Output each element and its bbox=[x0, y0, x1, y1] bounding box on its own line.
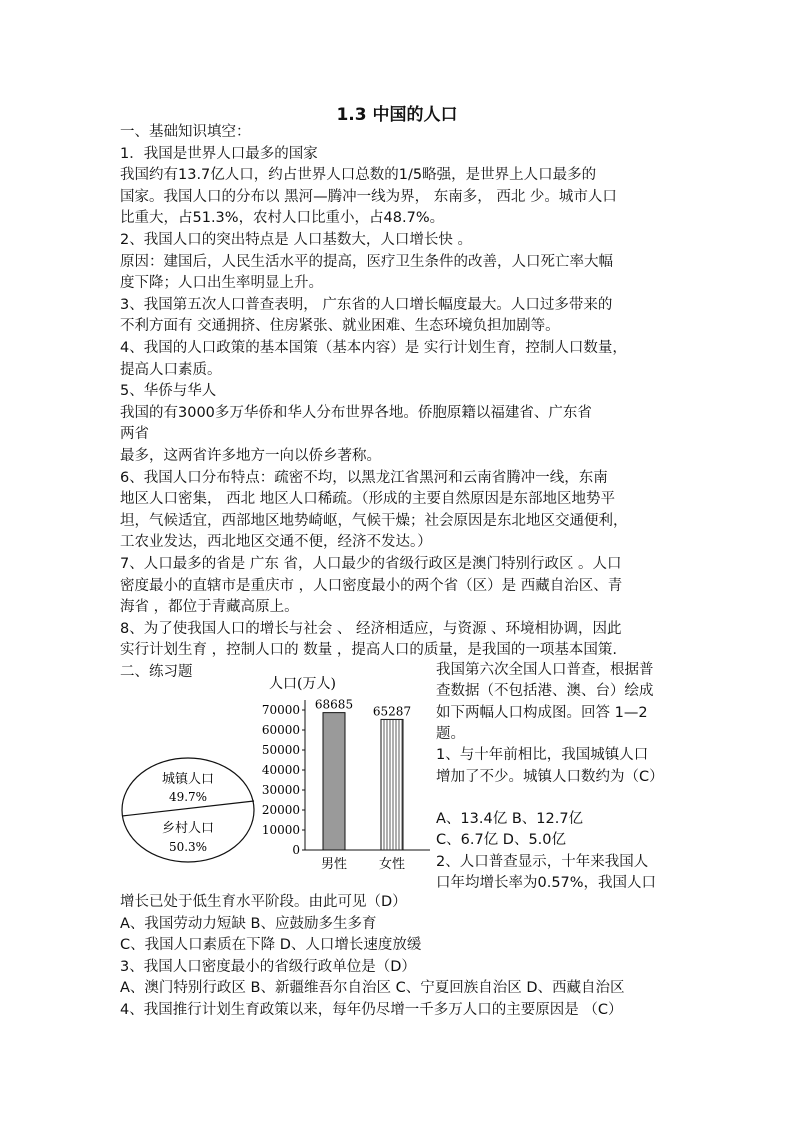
question-line: 查数据（不包括港、澳、台）绘成 bbox=[436, 683, 654, 700]
text-line: 两省 bbox=[120, 426, 149, 443]
exercise-line: 4、我国推行计划生育政策以来，每年仍尽增一千多万人口的主要原因是 （C） bbox=[120, 1002, 623, 1018]
pie-urban-label: 城镇人口 bbox=[161, 772, 215, 787]
question-line: 增加了不少。城镇人口数约为（C） bbox=[436, 768, 664, 785]
question-line: C、6.7亿 D、5.0亿 bbox=[436, 832, 567, 849]
pie-urban-value: 49.7% bbox=[168, 790, 208, 804]
y-tick-label: 60000 bbox=[261, 723, 300, 737]
pie-rural-label: 乡村人口 bbox=[161, 821, 215, 836]
text-line: 最多，这两省许多地方一向以侨乡著称。 bbox=[120, 448, 381, 464]
population-pie-chart bbox=[120, 755, 260, 865]
pie-rural-value: 50.3% bbox=[168, 840, 208, 854]
text-line: 不利方面有 交通拥挤、住房紧张、就业困难、生态环境负担加剧等。 bbox=[120, 318, 560, 335]
question-line: 口年均增长率为0.57%，我国人口 bbox=[436, 875, 657, 891]
text-line: 1．我国是世界人口最多的国家 bbox=[120, 145, 318, 162]
exercise-line: C、我国人口素质在下降 D、人口增长速度放缓 bbox=[120, 937, 422, 954]
text-line: 我国的有3000多万华侨和华人分布世界各地。侨胞原籍以福建省、广东省 bbox=[120, 404, 592, 421]
y-tick-label: 50000 bbox=[261, 743, 300, 757]
bar-value-label: 68685 bbox=[314, 697, 354, 712]
exercise-line: 3、我国人口密度最小的省级行政单位是（D） bbox=[120, 958, 416, 975]
exercise-line: A、我国劳动力短缺 B、应鼓励多生多育 bbox=[120, 915, 377, 932]
text-line: 6、我国人口分布特点：疏密不均，以黑龙江省黑河和云南省腾冲一线，东南 bbox=[120, 469, 608, 486]
text-line: 坦，气候适宜，西部地区地势崎岖，气候干燥；社会原因是东北地区交通便利， bbox=[120, 512, 628, 529]
text-line: 原因：建国后，人民生活水平的提高，医疗卫生条件的改善，人口死亡率大幅 bbox=[120, 253, 613, 270]
bar bbox=[323, 713, 345, 850]
question-line: 我国第六次全国人口普查，根据普 bbox=[436, 662, 654, 678]
text-line: 比重大，占51.3%，农村人口比重小，占48.7%。 bbox=[120, 210, 445, 227]
question-line: 题。 bbox=[436, 725, 465, 742]
text-line: 实行计划生育 ，控制人口的 数量 ，提高人口的质量，是我国的一项基本国策. bbox=[120, 642, 617, 659]
y-tick-label: 70000 bbox=[261, 703, 300, 717]
y-tick-label: 20000 bbox=[261, 803, 300, 817]
question-line: 如下两幅人口构成图。回答 1—2 bbox=[436, 704, 648, 721]
text-line: 3、我国第五次人口普查表明， 广东省的人口增长幅度最大。人口过多带来的 bbox=[120, 296, 613, 313]
text-line: 一、基础知识填空： bbox=[120, 124, 251, 140]
text-line: 密度最小的直辖市是重庆市 ，人口密度最小的两个省（区）是 西藏自治区、青 bbox=[120, 577, 623, 594]
x-category-label: 女性 bbox=[378, 857, 406, 872]
text-line: 8、为了使我国人口的增长与社会 、 经济相适应，与资源 、环境相协调，因此 bbox=[120, 620, 622, 637]
exercise-line: A、澳门特别行政区 B、新疆维吾尔自治区 C、宁夏回族自治区 D、西藏自治区 bbox=[120, 980, 625, 997]
y-tick-label: 30000 bbox=[261, 783, 300, 797]
text-line: 海省 ，都位于青藏高原上。 bbox=[120, 599, 299, 616]
text-line: 国家。我国人口的分布以 黑河—腾冲一线为界， 东南多， 西北 少。城市人口 bbox=[120, 188, 617, 205]
text-line: 工农业发达，西北地区交通不便，经济不发达。） bbox=[120, 534, 432, 551]
bar-value-label: 65287 bbox=[372, 704, 412, 719]
chart-ylabel: 人口(万人) bbox=[269, 676, 336, 692]
question-line: A、13.4亿 B、12.7亿 bbox=[436, 811, 584, 828]
question-line: 2、人口普查显示，十年来我国人 bbox=[436, 853, 649, 870]
y-tick-label: 0 bbox=[292, 843, 300, 857]
text-line: 提高人口素质。 bbox=[120, 361, 222, 378]
question-line: 1、与十年前相比，我国城镇人口 bbox=[436, 747, 649, 764]
text-line: 4、我国的人口政策的基本国策（基本内容）是 实行计划生育，控制人口数量， bbox=[120, 340, 627, 356]
text-line: 我国约有13.7亿人口，约占世界人口总数的1/5略强，是世界上人口最多的 bbox=[120, 167, 597, 184]
text-line: 2、我国人口的突出特点是 人口基数大，人口增长快 。 bbox=[120, 232, 472, 248]
y-tick-label: 40000 bbox=[261, 763, 300, 777]
text-line: 二、练习题 bbox=[120, 664, 193, 680]
text-line: 地区人口密集， 西北 地区人口稀疏。（形成的主要自然原因是东部地区地势平 bbox=[120, 491, 615, 508]
exercise-line: 增长已处于低生育水平阶段。由此可见（D） bbox=[120, 894, 407, 910]
x-category-label: 男性 bbox=[320, 857, 348, 872]
y-tick-label: 10000 bbox=[261, 823, 300, 837]
text-line: 7、人口最多的省是 广东 省，人口最少的省级行政区是澳门特别行政区 。人口 bbox=[120, 556, 622, 572]
text-line: 5、华侨与华人 bbox=[120, 383, 217, 400]
population-bar-chart bbox=[255, 670, 435, 885]
text-line: 度下降；人口出生率明显上升。 bbox=[120, 275, 323, 292]
page-title: 1.3 中国的人口 bbox=[336, 105, 458, 125]
